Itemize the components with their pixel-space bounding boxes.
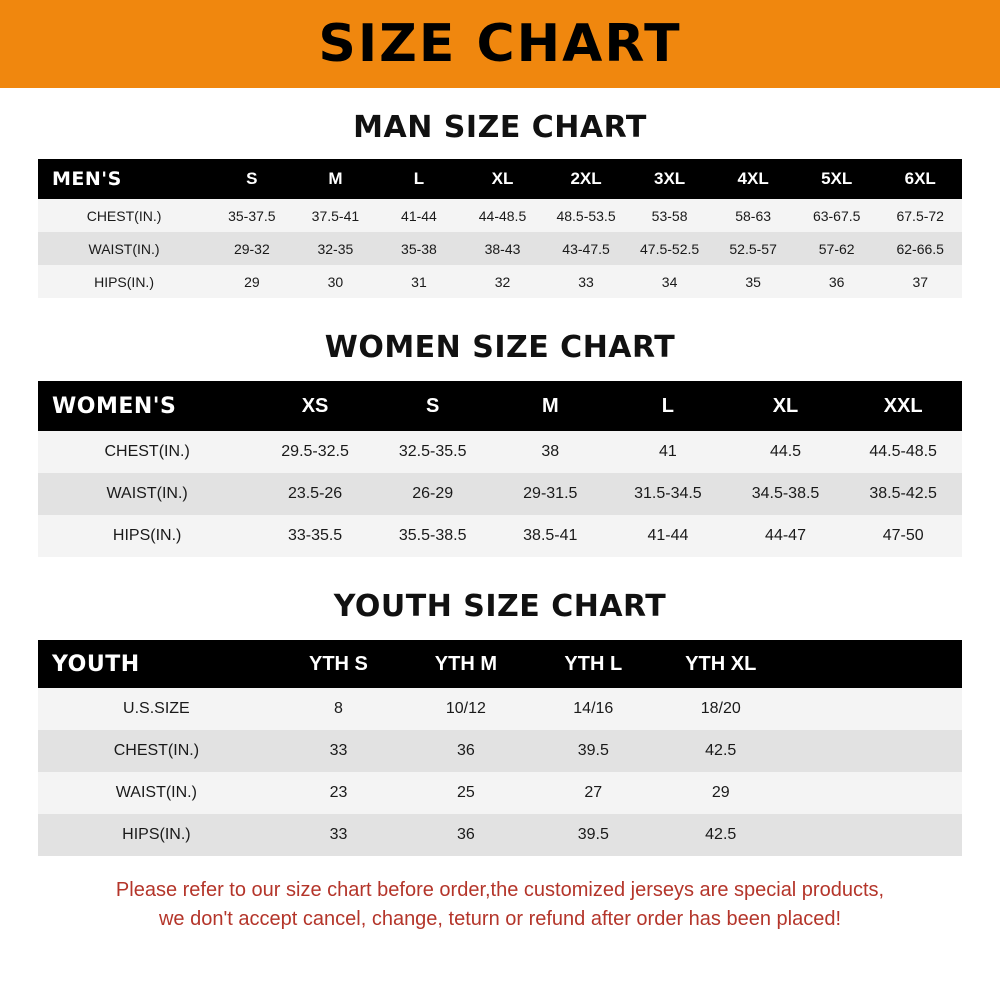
women-table-header [38, 381, 962, 431]
section-title-women: WOMEN SIZE CHART [324, 330, 676, 365]
women-cell-2-1: 35.5-38.5 [398, 527, 467, 544]
women-header-col-4: XL [772, 394, 799, 417]
table-row [38, 730, 962, 772]
women-cell-0-4: 44.5 [769, 443, 802, 460]
section-women-size-chart [0, 330, 1000, 557]
women-cell-1-4: 34.5-38.5 [751, 485, 820, 502]
table-header-row [38, 640, 962, 688]
table-row [38, 199, 962, 232]
women-row-label-2: HIPS(IN.) [112, 527, 182, 544]
women-row-label-1: WAIST(IN.) [106, 485, 188, 502]
women-cell-0-3: 41 [659, 443, 677, 460]
youth-cell-1-0: 33 [329, 742, 348, 759]
man-cell-2-3: 32 [494, 273, 511, 290]
table-row [38, 431, 962, 473]
youth-table-body [38, 688, 962, 856]
man-table-header [38, 159, 962, 199]
youth-cell-1-1: 36 [456, 742, 475, 759]
man-cell-2-0: 29 [244, 273, 260, 290]
women-cell-1-2: 29-31.5 [523, 485, 578, 502]
youth-cell-0-2: 14/16 [573, 700, 614, 717]
youth-cell-0-1: 10/12 [445, 700, 486, 717]
man-row-label-1: WAIST(IN.) [88, 240, 160, 257]
table-row [38, 814, 962, 856]
table-row [38, 772, 962, 814]
section-title-man: MAN SIZE CHART [353, 110, 647, 145]
man-header-col-5: 3XL [653, 169, 686, 188]
man-header-col-0: S [246, 169, 258, 188]
man-cell-2-5: 34 [661, 273, 678, 290]
youth-cell-2-3: 29 [711, 784, 730, 801]
man-cell-2-2: 31 [411, 273, 427, 290]
youth-header-col-0: YTH S [309, 652, 368, 675]
women-cell-2-3: 41-44 [647, 527, 689, 544]
youth-cell-3-1: 36 [456, 826, 475, 843]
women-cell-0-1: 32.5-35.5 [398, 443, 467, 460]
section-youth-size-chart [0, 589, 1000, 856]
women-header-col-2: M [541, 394, 559, 417]
youth-cell-2-1: 25 [456, 784, 475, 801]
man-cell-0-0: 35-37.5 [228, 207, 276, 224]
man-cell-1-1: 32-35 [317, 240, 354, 257]
youth-cell-3-3: 42.5 [705, 826, 737, 843]
man-table-body [38, 199, 962, 298]
women-header-col-3: L [661, 394, 674, 417]
youth-header-spacer [784, 640, 962, 688]
women-cell-2-5: 47-50 [882, 527, 924, 544]
women-cell-1-0: 23.5-26 [287, 485, 343, 502]
man-cell-0-1: 37.5-41 [311, 207, 360, 224]
man-header-corner: MEN'S [52, 168, 122, 190]
women-header-col-1: S [426, 394, 440, 417]
women-size-table [38, 381, 962, 557]
man-cell-0-2: 41-44 [401, 207, 437, 224]
man-cell-2-8: 37 [912, 273, 929, 290]
footer-note-line-2: we don't accept cancel, change, teturn or refund after order has been placed! [158, 908, 842, 930]
man-header-col-1: M [328, 169, 343, 188]
man-cell-0-3: 44-48.5 [478, 207, 527, 224]
man-header-col-6: 4XL [737, 169, 769, 188]
man-cell-2-4: 33 [578, 273, 594, 290]
women-header-corner: WOMEN'S [52, 393, 177, 419]
women-cell-1-1: 26-29 [412, 485, 454, 502]
table-row [38, 515, 962, 557]
man-cell-2-1: 30 [327, 273, 344, 290]
header-banner [0, 0, 1000, 88]
man-header-col-3: XL [491, 169, 514, 188]
man-cell-1-4: 43-47.5 [562, 240, 610, 257]
youth-cell-2-spacer [784, 772, 962, 814]
man-header-col-4: 2XL [570, 169, 602, 188]
women-row-label-0: CHEST(IN.) [104, 443, 190, 460]
women-cell-2-4: 44-47 [765, 527, 806, 544]
youth-cell-1-2: 39.5 [577, 742, 609, 759]
footer-note [18, 876, 982, 934]
man-size-table [38, 159, 962, 298]
women-header-col-0: XS [301, 394, 329, 417]
table-header-row [38, 159, 962, 199]
man-cell-1-7: 57-62 [818, 240, 855, 257]
youth-cell-3-2: 39.5 [577, 826, 609, 843]
youth-cell-2-0: 23 [329, 784, 348, 801]
youth-cell-2-2: 27 [584, 784, 603, 801]
man-cell-1-2: 35-38 [401, 240, 437, 257]
youth-row-label-2: WAIST(IN.) [115, 784, 197, 801]
women-cell-2-0: 33-35.5 [287, 527, 343, 544]
women-cell-0-2: 38 [541, 443, 560, 460]
youth-row-label-0: U.S.SIZE [123, 700, 190, 717]
women-header-col-5: XXL [883, 394, 923, 417]
man-cell-0-7: 63-67.5 [812, 207, 861, 224]
youth-header-col-3: YTH XL [685, 652, 757, 675]
youth-cell-3-spacer [784, 814, 962, 856]
youth-row-label-1: CHEST(IN.) [113, 742, 200, 759]
youth-cell-0-3: 18/20 [700, 700, 741, 717]
man-header-col-7: 5XL [821, 169, 853, 188]
table-header-row [38, 381, 962, 431]
man-header-col-8: 6XL [904, 169, 936, 188]
man-cell-1-8: 62-66.5 [896, 240, 944, 257]
page-title: SIZE CHART [318, 14, 682, 74]
man-cell-2-7: 36 [828, 273, 845, 290]
man-cell-0-4: 48.5-53.5 [556, 207, 616, 224]
man-cell-0-8: 67.5-72 [896, 207, 944, 224]
women-cell-1-3: 31.5-34.5 [634, 485, 702, 502]
section-title-youth: YOUTH SIZE CHART [333, 589, 667, 624]
youth-header-corner: YOUTH [52, 651, 140, 677]
footer-note-line-1: Please refer to our size chart before order,the customized jerseys are special products, [115, 879, 885, 901]
man-header-col-2: L [413, 169, 425, 188]
women-cell-0-0: 29.5-32.5 [281, 443, 349, 460]
youth-header-col-1: YTH M [434, 652, 497, 675]
youth-cell-0-spacer [784, 688, 962, 730]
man-cell-0-6: 58-63 [735, 207, 772, 224]
women-table-body [38, 431, 962, 557]
youth-cell-0-0: 8 [334, 700, 343, 717]
section-man-size-chart [0, 110, 1000, 298]
youth-cell-1-spacer [784, 730, 962, 772]
women-cell-2-2: 38.5-41 [523, 527, 578, 544]
table-row [38, 473, 962, 515]
women-cell-0-5: 44.5-48.5 [869, 443, 937, 460]
man-row-label-2: HIPS(IN.) [94, 273, 154, 290]
youth-row-label-3: HIPS(IN.) [122, 826, 191, 843]
man-cell-1-0: 29-32 [233, 240, 270, 257]
youth-header-col-2: YTH L [564, 652, 623, 675]
man-cell-1-6: 52.5-57 [729, 240, 777, 257]
table-row [38, 265, 962, 298]
youth-cell-3-0: 33 [329, 826, 348, 843]
man-cell-2-6: 35 [745, 273, 761, 290]
man-cell-1-5: 47.5-52.5 [640, 240, 700, 257]
youth-size-table [38, 640, 962, 856]
women-cell-1-5: 38.5-42.5 [869, 485, 937, 502]
table-row [38, 232, 962, 265]
man-cell-0-5: 53-58 [651, 207, 688, 224]
youth-table-header [38, 640, 962, 688]
man-cell-1-3: 38-43 [484, 240, 521, 257]
table-row [38, 688, 962, 730]
youth-cell-1-3: 42.5 [705, 742, 737, 759]
man-row-label-0: CHEST(IN.) [86, 207, 162, 224]
